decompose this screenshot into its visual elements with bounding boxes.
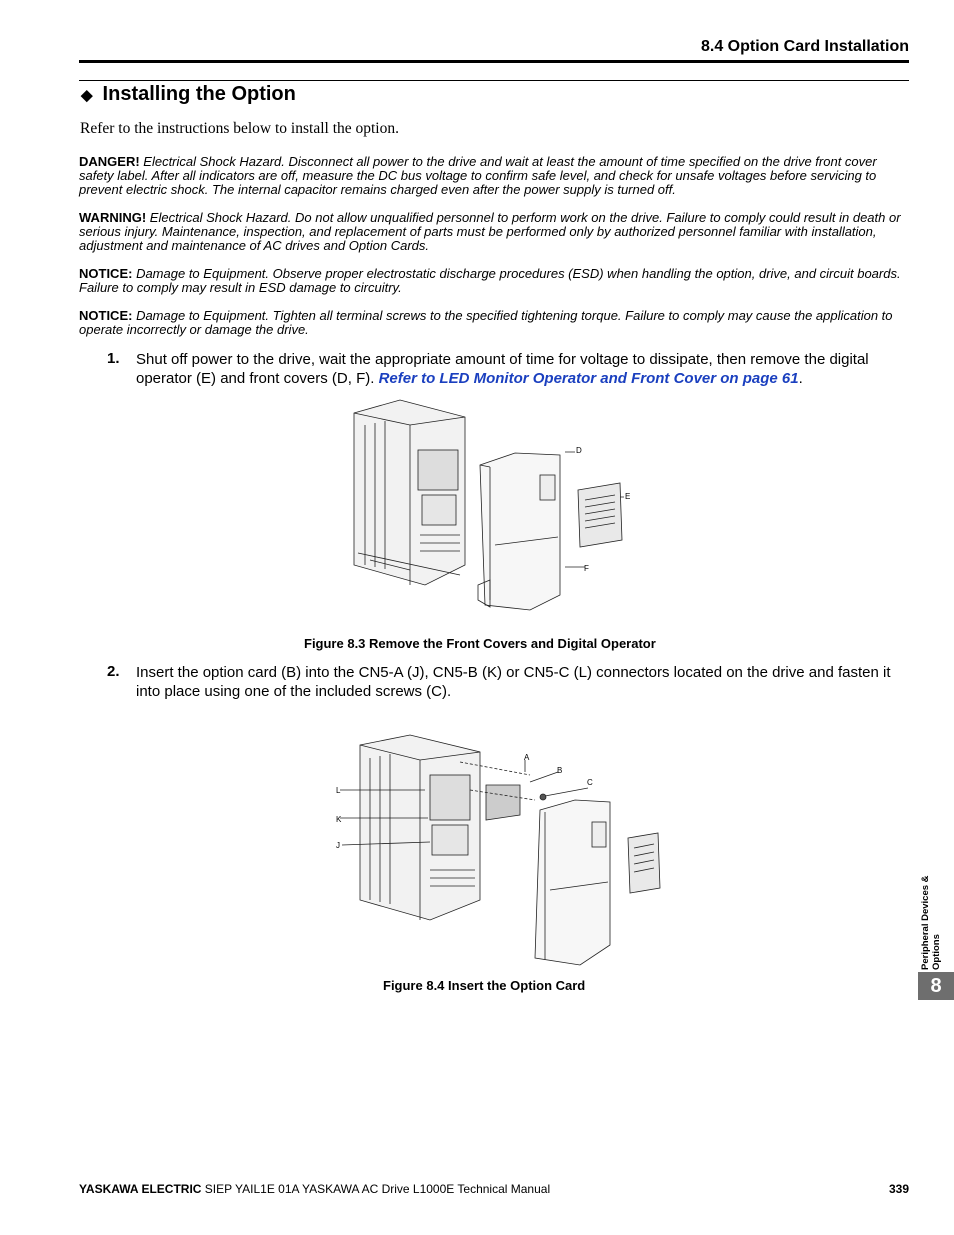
section-heading [81,83,296,106]
step-1-text [136,350,912,388]
step-2-text: Insert the option card (B) into the CN5-A (J), CN5-B (K) or CN5-C (L) connectors located on the drive and fasten it into place using one of the included screws (C). [136,664,891,700]
section-title: Installing the Option [102,83,296,105]
diamond-bullet-icon: ◆ [81,86,93,104]
label-a: A [524,753,530,762]
figure-8-3-illustration [340,395,640,625]
intro-text: Refer to the instructions below to install the option. [80,120,399,137]
side-tab-text: Peripheral Devices & Options [920,875,942,970]
danger-notice [79,155,911,197]
step-2-number: 2. [107,663,120,680]
label-f: F [584,564,589,573]
page-number: 339 [888,1182,909,1196]
label-b: B [557,766,563,775]
figure-8-4-caption: Figure 8.4 Insert the Option Card [383,978,586,993]
danger-label: DANGER! [79,154,140,169]
warning-label: WARNING! [79,210,147,225]
label-j: J [336,841,340,850]
label-l: L [336,786,341,795]
notice-esd-text: Damage to Equipment. Observe proper electrostatic discharge procedures (ESD) when handling the option, drive, and circuit boards. Failure to comply may result in ESD damage to circuitry. [79,266,901,295]
chapter-side-tab[interactable] [918,852,954,972]
section-rule [79,80,909,81]
page-61-link[interactable]: Refer to LED Monitor Operator and Front Cover on page 61 [378,370,799,387]
step-1-period: . [798,370,803,387]
figure-8-3-caption: Figure 8.3 Remove the Front Covers and Digital Operator [304,636,656,651]
label-k: K [336,815,342,824]
notice-torque-text: Damage to Equipment. Tighten all terminal screws to the specified tightening torque. Failure to comply may cause the application to operate incorrectly or damage the drive. [79,308,893,337]
step-1-number: 1. [107,350,120,367]
notice-torque [79,309,911,337]
label-d: D [576,446,582,455]
footer-doc-title: SIEP YAIL1E 01A YASKAWA AC Drive L1000E Technical Manual [201,1182,551,1196]
danger-text: Electrical Shock Hazard. Disconnect all power to the drive and wait at least the amount of time specified on the drive front cover safety label. After all indicators are off, measure the DC bus voltage to confirm safe level, and check for unsafe voltages before servicing to prevent electric shock. The internal capacitor remains charged even after the power supply is turned off. [79,154,877,197]
figure-8-4-illustration [330,730,670,970]
warning-text: Electrical Shock Hazard. Do not allow unqualified personnel to perform work on the drive. Failure to comply could result in death or serious injury. Maintenance, inspection, and replacement of parts must be performed only by authorized personnel familiar with installation, adjustment and maintenance of AC drives and Option Cards. [79,210,901,253]
step-1-body: Shut off power to the drive, wait the appropriate amount of time for voltage to dissipate, then remove the digital operator (E) and front covers (D, F). [136,351,869,387]
header-rule [79,60,909,63]
label-e: E [625,492,631,501]
running-header: 8.4 Option Card Installation [700,38,909,55]
notice-esd [79,267,911,295]
notice-torque-label: NOTICE: [79,308,133,323]
notice-esd-label: NOTICE: [79,266,133,281]
footer-brand: YASKAWA ELECTRIC [79,1182,202,1196]
warning-notice [79,211,911,253]
chapter-number-badge[interactable]: 8 [918,972,954,1000]
label-c: C [587,778,593,787]
footer-doc [79,1182,550,1196]
